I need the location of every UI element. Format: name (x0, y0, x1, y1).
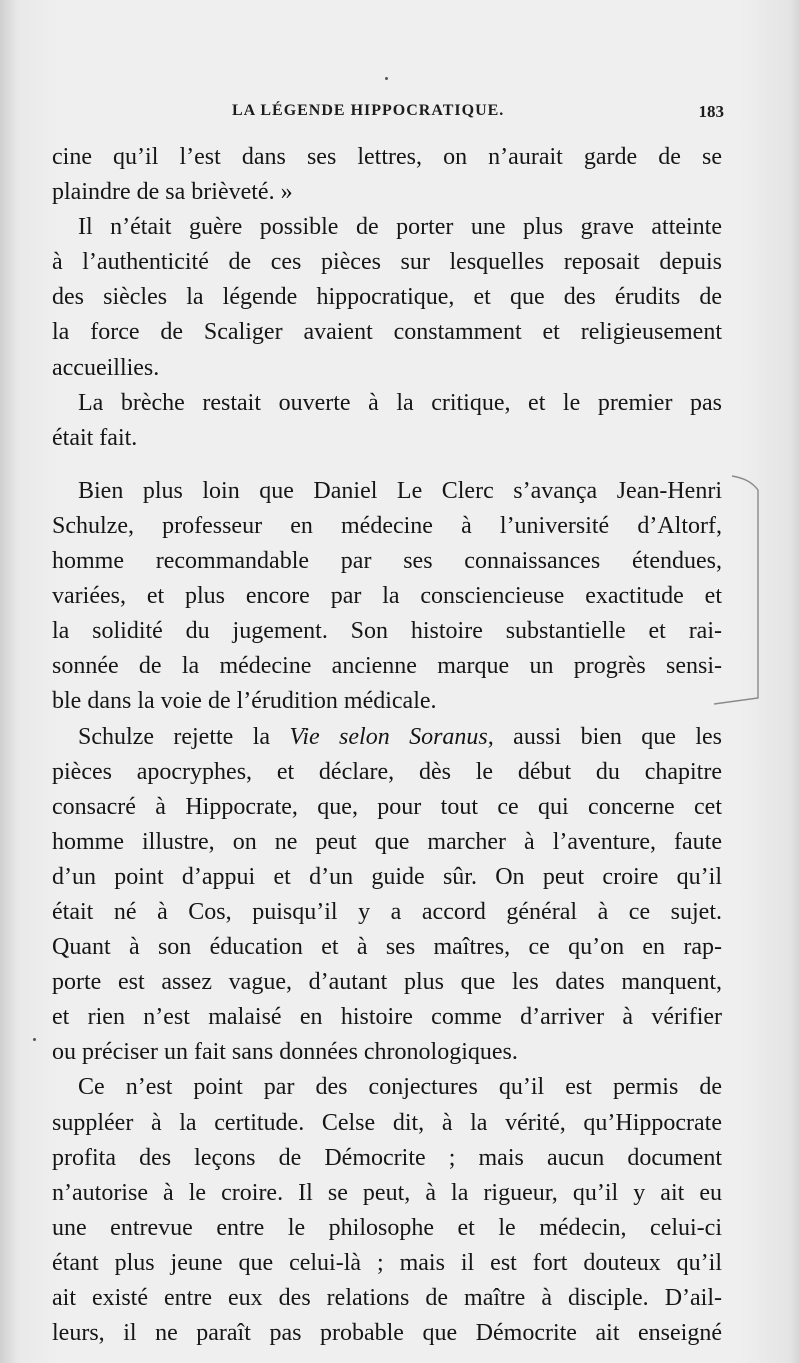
text-line: pièces apocryphes, et déclare, dès le début du chapitre (52, 758, 722, 785)
text-line: des siècles la légende hippocratique, et que des érudits de (52, 284, 722, 311)
text-line: suppléer à la certitude. Celse dit, à la vérité, qu’Hippocrate (52, 1109, 722, 1136)
text-line: profita des leçons de Démocrite ; mais aucun document (52, 1144, 722, 1171)
text-line: était fait. (52, 424, 138, 451)
text-line: Bien plus loin que Daniel Le Clerc s’avança Jean-Henri (78, 477, 722, 504)
text-line: variées, et plus encore par la consciencieuse exactitude et (52, 583, 722, 610)
paragraph (52, 140, 722, 210)
pencil-mark (385, 77, 388, 80)
text-line: La brèche restait ouverte à la critique, et le premier pas (78, 389, 722, 416)
text-line: n’autorise à le croire. Il se peut, à la rigueur, qu’il y ait eu (52, 1179, 722, 1206)
text-line: une entrevue entre le philosophe et le médecin, celui-ci (52, 1214, 722, 1241)
paragraph-marked (52, 474, 722, 720)
text-line: et rien n’est malaisé en histoire comme d’arriver à vérifier (52, 1004, 722, 1031)
text-line: Il n’était guère possible de porter une plus grave atteinte (78, 214, 722, 241)
text-line: plaindre de sa brièveté. » (52, 179, 293, 206)
paragraph (52, 720, 722, 1071)
text-line: Schulze, professeur en médecine à l’université d’Altorf, (52, 512, 722, 539)
pencil-mark (33, 1038, 36, 1041)
text-line: Quant à son éducation et à ses maîtres, ce qu’on en rap- (52, 934, 722, 961)
text-line: était né à Cos, puisqu’il y a accord général à ce sujet. (52, 898, 722, 925)
paragraph (52, 1070, 722, 1351)
page-number: 183 (698, 102, 724, 121)
text-line: leurs, il ne paraît pas probable que Démocrite ait enseigné (52, 1320, 722, 1347)
text-line: étant plus jeune que celui-là ; mais il est fort douteux qu’il (52, 1249, 722, 1276)
italic-title: Vie selon Soranus, (289, 723, 494, 750)
text-line: Ce n’est point par des conjectures qu’il est permis de (78, 1074, 722, 1101)
text-line: ou préciser un fait sans données chronologiques. (52, 1039, 518, 1066)
text-line: consacré à Hippocrate, que, pour tout ce qui concerne cet (52, 793, 722, 820)
text-line: la solidité du jugement. Son histoire substantielle et rai- (52, 618, 722, 645)
text-line: accueillies. (52, 354, 160, 381)
text-span: Schulze rejette la (78, 723, 290, 750)
running-title: LA LÉGENDE HIPPOCRATIQUE. (232, 102, 505, 119)
text-line: porte est assez vague, d’autant plus que les dates manquent, (52, 969, 722, 996)
text-line: cine qu’il l’est dans ses lettres, on n’aurait garde de se (52, 144, 722, 170)
text-line (52, 720, 722, 755)
page-body (52, 140, 722, 1351)
text-line: d’un point d’appui et d’un guide sûr. On peut croire qu’il (52, 863, 722, 890)
text-line: ble dans la voie de l’érudition médicale. (52, 688, 437, 715)
text-line: homme illustre, on ne peut que marcher à l’aventure, faute (52, 828, 722, 855)
paragraph (52, 210, 722, 385)
page-header (52, 102, 728, 126)
text-line: homme recommandable par ses connaissances étendues, (52, 548, 722, 575)
text-line: la force de Scaliger avaient constamment et religieusement (52, 319, 722, 346)
paragraph (52, 386, 722, 456)
text-line: sonnée de la médecine ancienne marque un progrès sensi- (52, 653, 722, 680)
text-span: aussi bien que les (493, 723, 722, 750)
text-line: à l’authenticité de ces pièces sur lesquelles reposait depuis (52, 249, 722, 276)
text-line: ait existé entre eux des relations de maître à disciple. D’ail- (52, 1285, 722, 1311)
pencil-margin-bracket (706, 470, 766, 710)
